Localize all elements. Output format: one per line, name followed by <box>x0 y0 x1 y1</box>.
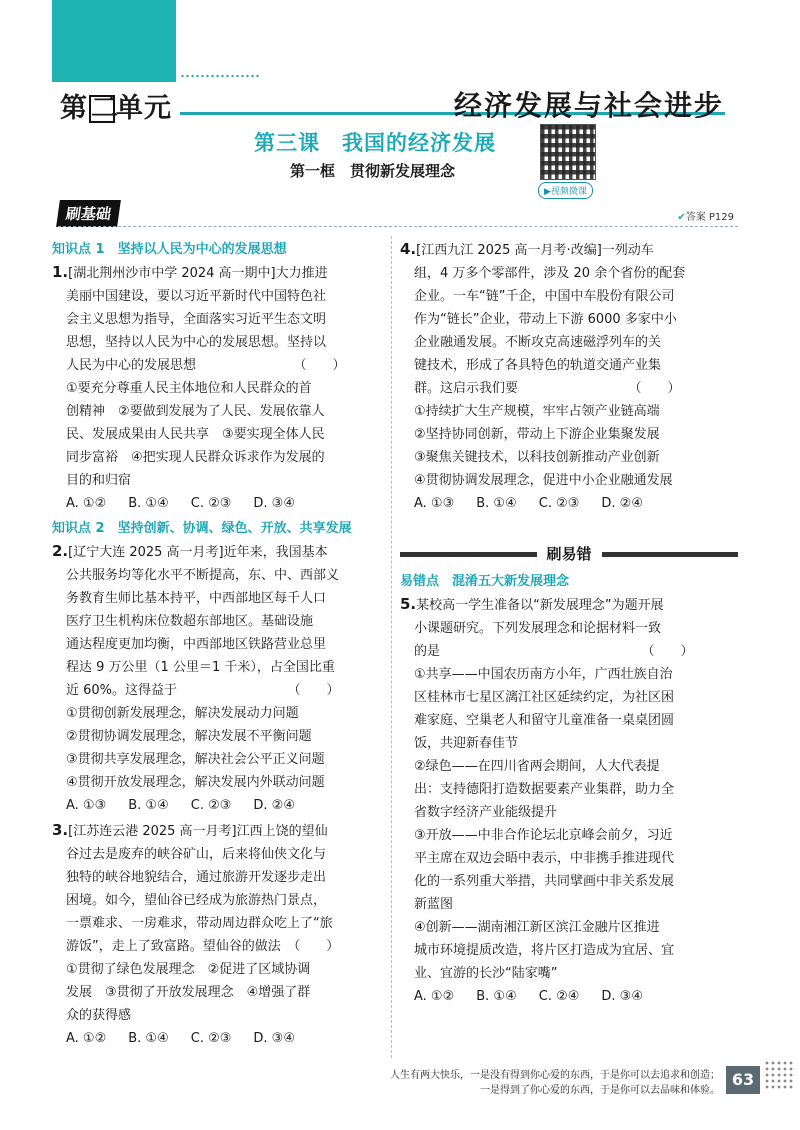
option-a[interactable]: A. ①③ <box>66 798 107 813</box>
option-b[interactable]: B. ①④ <box>476 989 517 1004</box>
question-line: 谷过去是废弃的峡谷矿山，后来将仙侠文化与 <box>66 847 327 862</box>
question-line: 同步富裕 ④把实现人民群众诉求作为发展的 <box>66 450 325 465</box>
option-d[interactable]: D. ③④ <box>253 496 295 511</box>
question-number: 3. <box>52 821 69 839</box>
frame-title: 第一框 贯彻新发展理念 <box>290 162 456 180</box>
answer-options <box>52 794 382 817</box>
question-line: ①贯彻创新发展理念，解决发展动力问题 <box>66 706 299 721</box>
right-column <box>400 238 738 1010</box>
question-line: 饭，共迎新春佳节 <box>414 736 519 751</box>
question-line: ①贯彻了绿色发展理念 ②促进了区域协调 <box>66 962 311 977</box>
option-d[interactable]: D. ③④ <box>601 989 643 1004</box>
question-line: 目的和归宿 <box>66 473 132 488</box>
option-c[interactable]: C. ②③ <box>190 496 232 511</box>
question-4 <box>400 238 738 515</box>
error-point: 易错点 混淆五大新发展理念 <box>400 574 570 589</box>
easy-error-bar-right <box>602 552 739 557</box>
question-line: 城市环境提质改造，将片区打造成为宜居、宜 <box>414 943 675 958</box>
question-line: 键技术，形成了各具特色的轨道交通产业集 <box>414 358 662 373</box>
unit-subtitle: 经济发展与社会进步 <box>453 89 724 122</box>
footer-quote-line: 人生有两大快乐，一是没有得到你心爱的东西，于是你可以去追求和创造； <box>390 1070 720 1081</box>
question-line: ②贯彻协调发展理念，解决发展不平衡问题 <box>66 729 312 744</box>
question-line: 发展 ③贯彻了开放发展理念 ④增强了群 <box>66 985 311 1000</box>
answer-options <box>400 492 738 515</box>
question-5 <box>400 593 738 1008</box>
question-number: 2. <box>52 542 69 560</box>
header-color-block <box>52 0 176 82</box>
question-line: 众的获得感 <box>66 1008 132 1023</box>
question-line: 小课题研究。下列发展理念和论据材料一致 <box>414 621 662 636</box>
option-c[interactable]: C. ②③ <box>538 496 580 511</box>
question-line: [江西九江 2025 高一月考·改编]一列动车 <box>416 243 654 258</box>
section-divider <box>58 226 738 227</box>
question-line: 区桂林市七星区漓江社区延续约定，为社区困 <box>414 690 675 705</box>
question-line: 化的一系列重大举措，共同擘画中非关系发展 <box>414 874 675 889</box>
option-b[interactable]: B. ①④ <box>128 1031 169 1046</box>
question-number: 1. <box>52 263 69 281</box>
question-line: 通达程度更加均衡，中西部地区铁路营业总里 <box>66 637 327 652</box>
option-a[interactable]: A. ①② <box>66 496 107 511</box>
answer-options <box>52 1027 382 1050</box>
question-line: ③贯彻共享发展理念，解决社会公平正义问题 <box>66 752 325 767</box>
question-line: 公共服务均等化水平不断提高，东、中、西部义 <box>66 568 340 583</box>
question-line: 企业融通发展。不断攻克高速磁浮列车的关 <box>414 335 662 350</box>
question-number: 4. <box>400 240 417 258</box>
question-line: 平主席在双边会晤中表示，中非携手推进现代 <box>414 851 675 866</box>
question-line: 务教育生师比基本持平，中西部地区每千人口 <box>66 591 327 606</box>
question-line: 医疗卫生机构床位数超东部地区。基础设施 <box>66 614 314 629</box>
question-line: 程达 9 万公里（1 公里＝1 千米），占全国比重 <box>66 660 335 675</box>
question-line: 组，4 万多个零部件，涉及 20 余个省份的配套 <box>414 266 686 281</box>
column-divider <box>391 236 392 1058</box>
question-line: 人民为中心的发展思想 （ ） <box>66 358 346 373</box>
footer-quote-line: 一是得到了你心爱的东西，于是你可以去品味和体验。 <box>480 1085 720 1096</box>
option-c[interactable]: C. ②③ <box>190 798 232 813</box>
easy-error-header <box>400 543 738 566</box>
question-2 <box>52 540 382 817</box>
option-d[interactable]: D. ③④ <box>253 1031 295 1046</box>
question-line: [辽宁大连 2025 高一月考]近年来，我国基本 <box>68 545 328 560</box>
question-line: ④贯彻开放发展理念，解决发展内外联动问题 <box>66 775 325 790</box>
question-number: 5. <box>400 595 417 613</box>
question-line: ④创新——湖南湘江新区滨江金融片区推进 <box>414 920 660 935</box>
question-line: 某校高一学生准备以“新发展理念”为题开展 <box>416 598 664 613</box>
question-line: 群。这启示我们要 （ ） <box>414 381 681 396</box>
question-line: ①要充分尊重人民主体地位和人民群众的首 <box>66 381 312 396</box>
option-c[interactable]: C. ②③ <box>190 1031 232 1046</box>
question-line: 近 60%。这得益于 （ ） <box>66 683 340 698</box>
unit-prefix: 第 <box>60 93 88 124</box>
question-line: 省数字经济产业能级提升 <box>414 805 558 820</box>
qr-code-icon[interactable] <box>540 124 596 180</box>
answer-reference: ✔答案 P129 <box>677 212 734 223</box>
answer-options <box>400 985 738 1008</box>
option-a[interactable]: A. ①③ <box>414 496 455 511</box>
question-line: ①共享——中国农历南方小年，广西壮族自治 <box>414 667 673 682</box>
knowledge-point-2: 知识点 2 坚持创新、协调、绿色、开放、共享发展 <box>52 521 352 536</box>
question-line: 独特的峡谷地貌结合，通过旅游开发逐步走出 <box>66 870 327 885</box>
question-line: ②坚持协同创新，带动上下游企业集聚发展 <box>414 427 660 442</box>
qr-video-label[interactable]: ▶视频微课 <box>538 182 593 199</box>
question-line: 作为“链长”企业，带动上下游 6000 多家中小 <box>414 312 677 327</box>
answer-options <box>52 492 382 515</box>
option-d[interactable]: D. ②④ <box>253 798 295 813</box>
question-line: 民、发展成果由人民共享 ③要实现全体人民 <box>66 427 325 442</box>
knowledge-point-1: 知识点 1 坚持以人民为中心的发展思想 <box>52 242 287 257</box>
corner-dots-decoration <box>764 1060 794 1090</box>
question-line: 一票难求、一房难求，带动周边群众吃上了“旅 <box>66 916 333 931</box>
question-line: 游饭”，走上了致富路。望仙谷的做法 （ ） <box>66 939 340 954</box>
basics-section-badge: 刷基础 <box>56 200 121 227</box>
question-line: ④贯彻协调发展理念，促进中小企业融通发展 <box>414 473 673 488</box>
question-line: 美丽中国建设，要以习近平新时代中国特色社 <box>66 289 327 304</box>
question-line: [湖北荆州沙市中学 2024 高一期中]大力推进 <box>68 266 328 281</box>
option-a[interactable]: A. ①② <box>66 1031 107 1046</box>
left-column <box>52 238 382 1052</box>
page-number: 63 <box>726 1066 760 1094</box>
question-line: ②绿色——在四川省两会期间，人大代表提 <box>414 759 660 774</box>
footer-quote <box>330 1068 720 1098</box>
option-b[interactable]: B. ①④ <box>128 798 169 813</box>
check-icon: ✔ <box>677 212 686 223</box>
question-3 <box>52 819 382 1050</box>
option-d[interactable]: D. ②④ <box>601 496 643 511</box>
unit-number-box: 二 <box>91 93 119 124</box>
easy-error-label: 刷易错 <box>546 545 592 563</box>
option-a[interactable]: A. ①② <box>414 989 455 1004</box>
question-line: ①持续扩大生产规模，牢牢占领产业链高端 <box>414 404 660 419</box>
question-line: 业、宜游的长沙“陆家嘴” <box>414 966 558 981</box>
question-1 <box>52 261 382 515</box>
question-line: 企业。一车“链”千企，中国中车股份有限公司 <box>414 289 675 304</box>
header-dots-decoration <box>180 74 260 78</box>
question-line: 思想，坚持以人民为中心的发展思想。坚持以 <box>66 335 327 350</box>
lesson-title: 第三课 我国的经济发展 <box>254 131 496 155</box>
unit-suffix: 单元 <box>116 93 172 124</box>
question-line: 的是 （ ） <box>414 644 694 659</box>
question-line: ③聚焦关键技术，以科技创新推动产业创新 <box>414 450 660 465</box>
question-line: 创精神 ②要做到发展为了人民、发展依靠人 <box>66 404 325 419</box>
question-line: 出：支持德阳打造数据要素产业集群，助力全 <box>414 782 675 797</box>
question-line: 困境。如今，望仙谷已经成为旅游热门景点， <box>66 893 327 908</box>
question-line: ③开放——中非合作论坛北京峰会前夕，习近 <box>414 828 673 843</box>
question-line: 难家庭、空巢老人和留守儿童准备一桌桌团圆 <box>414 713 675 728</box>
option-c[interactable]: C. ②④ <box>538 989 580 1004</box>
question-line: [江苏连云港 2025 高一月考]江西上饶的望仙 <box>68 824 328 839</box>
option-b[interactable]: B. ①④ <box>128 496 169 511</box>
unit-title <box>60 86 172 125</box>
option-b[interactable]: B. ①④ <box>476 496 517 511</box>
easy-error-bar-left <box>400 552 537 557</box>
question-line: 新蓝图 <box>414 897 454 912</box>
question-line: 会主义思想为指导，全面落实习近平生态文明 <box>66 312 327 327</box>
